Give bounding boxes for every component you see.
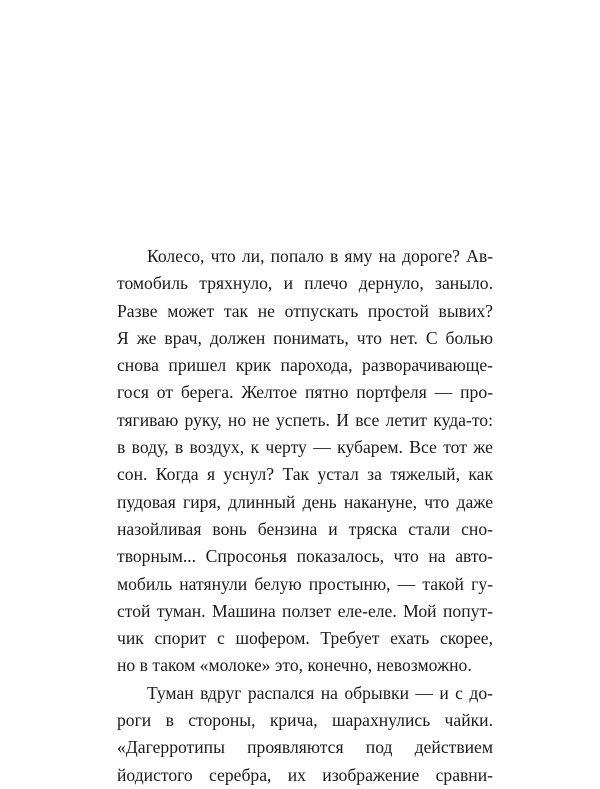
text-line: тягиваю руку, но не успеть. И все летит куда-то: xyxy=(117,409,493,430)
text-line: сон. Когда я уснул? Так устал за тяжелый, как xyxy=(117,464,493,485)
text-line: «Дагерротипы проявляются под действием xyxy=(117,737,493,758)
text-line: мобиль натянули белую простыню, — такой гу- xyxy=(117,573,493,594)
text-line: Я же врач, должен понимать, что нет. С болью xyxy=(117,327,493,348)
text-line: Колесо, что ли, попало в яму на дороге? Ав- xyxy=(147,246,493,266)
text-line: в воду, в воздух, к черту — кубарем. Все тот же xyxy=(117,437,493,458)
text-line: снова пришел крик парохода, разворачивающе- xyxy=(117,355,493,376)
text-line: йодистого серебра, их изображение сравни- xyxy=(117,764,493,785)
text-line: чик спорит с шофером. Требует ехать скорее, xyxy=(117,628,493,649)
text-line: но в таком «молоке» это, конечно, невозможно. xyxy=(117,655,472,676)
text-line: Туман вдруг распался на обрывки — и с до- xyxy=(147,682,493,703)
body-text xyxy=(117,243,493,789)
text-line: стой туман. Машина ползет еле-еле. Мой попут- xyxy=(117,600,493,621)
text-line: Разве может так не отпускать простой вывих? xyxy=(117,300,493,321)
text-line: гося от берега. Желтое пятно портфеля — про- xyxy=(117,382,493,403)
text-line: роги в стороны, крича, шарахнулись чайки. xyxy=(117,710,493,731)
text-line: творным... Спросонья показалось, что на авто- xyxy=(117,546,493,567)
text-line: назойливая вонь бензина и тряска стали сно- xyxy=(117,518,493,539)
text-line: томобиль тряхнуло, и плечо дернуло, заныло. xyxy=(117,273,493,294)
text-line: пудовая гиря, длинный день накануне, что даже xyxy=(117,491,493,512)
